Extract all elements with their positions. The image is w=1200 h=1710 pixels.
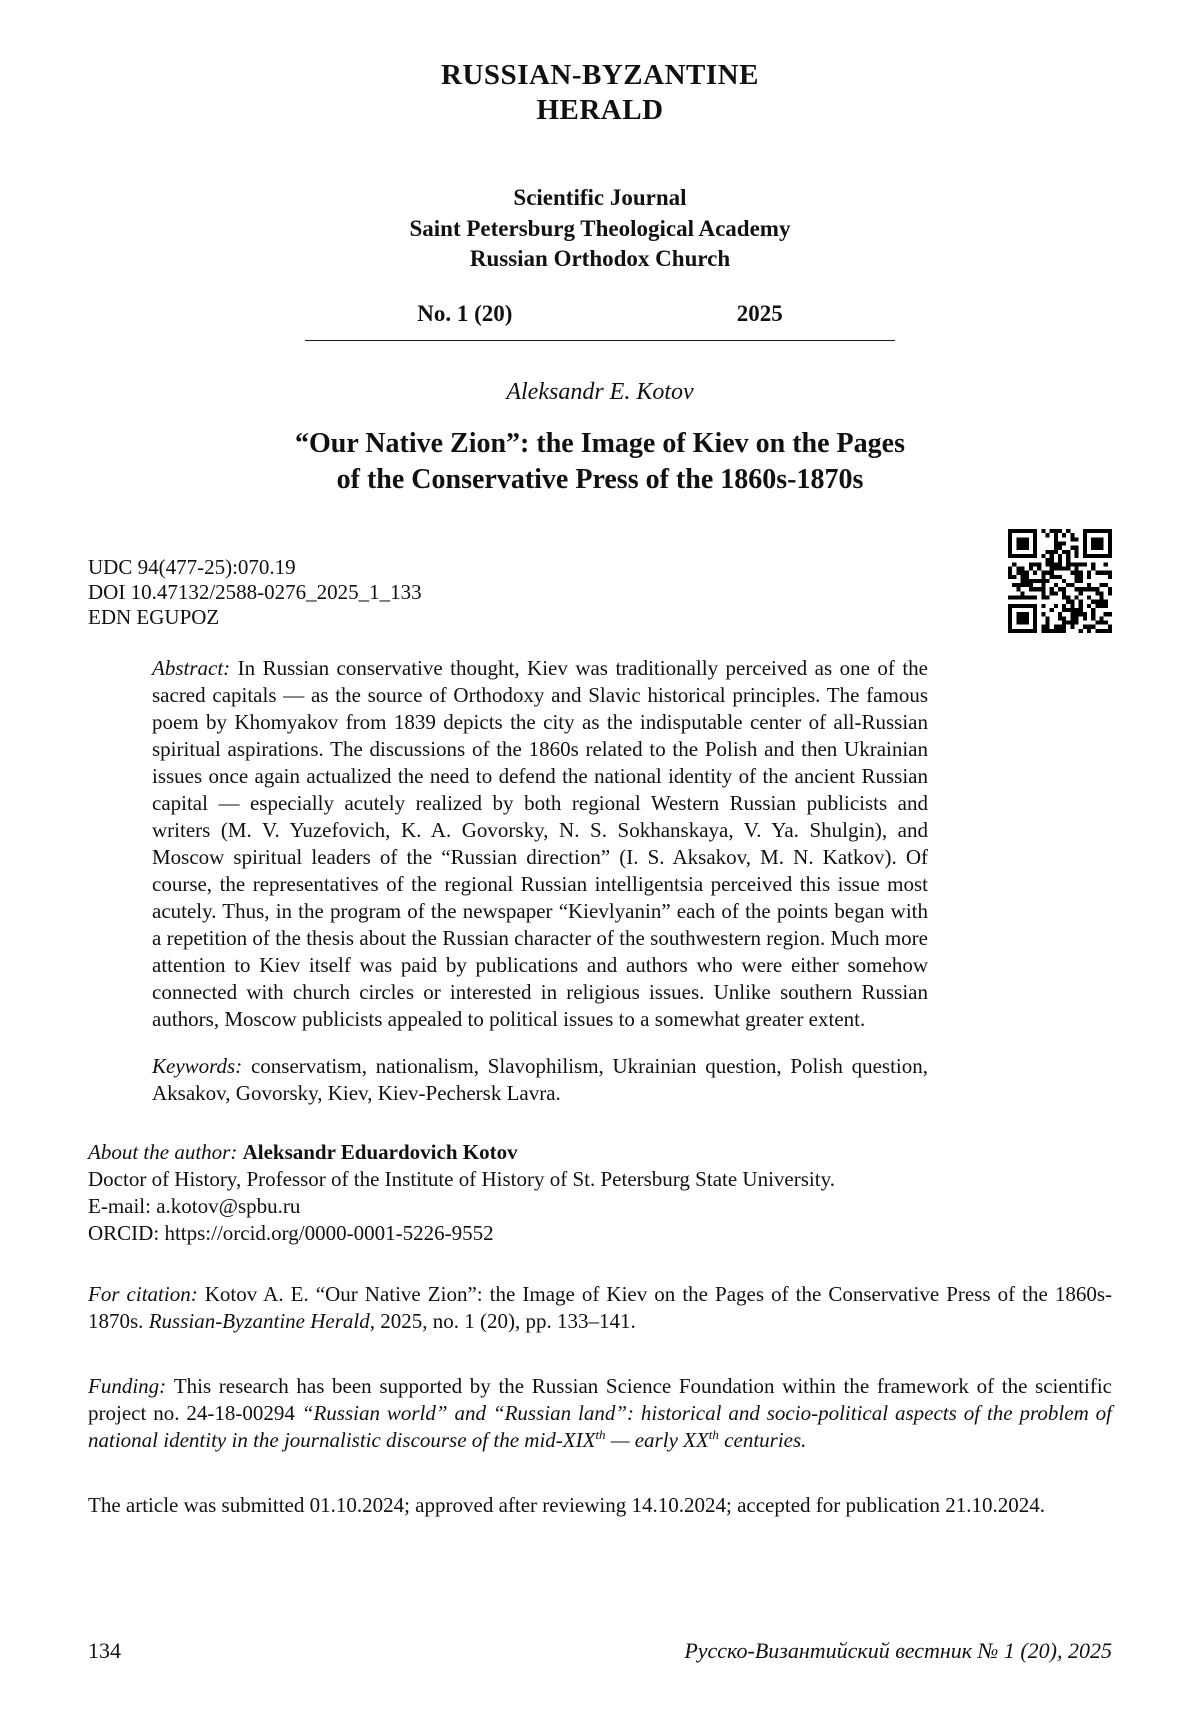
journal-title <box>88 58 1112 129</box>
citation-paragraph <box>88 1281 1112 1335</box>
issue-number: No. 1 (20) <box>417 301 513 327</box>
issue-year: 2025 <box>736 301 783 327</box>
header-divider <box>305 339 895 341</box>
orcid-line <box>88 1220 1112 1247</box>
about-author-block <box>88 1139 1112 1247</box>
about-author-position: Doctor of History, Professor of the Institute of History of St. Petersburg State University. <box>88 1167 835 1192</box>
journal-title-line: HERALD <box>536 94 664 127</box>
subtitle-line: Scientific Journal <box>513 184 687 210</box>
email-link[interactable]: a.kotov@spbu.ru <box>156 1194 301 1219</box>
about-author-line <box>88 1139 1112 1166</box>
journal-subtitle <box>88 183 1112 275</box>
edn-line: EDN EGUPOZ <box>88 605 220 630</box>
funding-paragraph <box>88 1373 1112 1454</box>
article-title-line: “Our Native Zion”: the Image of Kiev on the Pages <box>295 428 905 460</box>
about-author-label: About the author: <box>88 1140 243 1165</box>
abstract-paragraph <box>152 655 928 1033</box>
doi-line: DOI 10.47132/2588-0276_2025_1_133 <box>88 580 422 605</box>
journal-title-line: RUSSIAN-BYZANTINE <box>441 59 759 91</box>
submission-dates: The article was submitted 01.10.2024; approved after reviewing 14.10.2024; accepted for publication 21.10.2024. <box>88 1493 1045 1518</box>
journal-header <box>88 58 1112 341</box>
page-footer <box>88 1638 1112 1664</box>
citation-journal-name: Russian-Byzantine Herald <box>148 1309 370 1334</box>
citation-text-after: , 2025, no. 1 (20), pp. 133–141. <box>369 1309 636 1334</box>
abstract-text: In Russian conservative thought, Kiev was traditionally perceived as one of the sacred capitals — as the source of Orthodoxy and Slavic historical principles. The famous poem by Khomyakov from 1839 depicts the city as the indisputable center of all-Russian spiritual aspirations. The discussions of the 1860s related to the Polish and then Ukrainian issues once again actualized the need to defend the national identity of the ancient Russian capital — especially acutely realized by both regional Western Russian publicists and writers (M. V. Yuzefovich, K. A. Govorsky, N. S. Sokhanskaya, V. Ya. Shulgin), and Moscow spiritual leaders of the “Russian direction” (I. S. Aksakov, M. N. Katkov). Of course, the representatives of the regional Russian intelligentsia perceived this issue most acutely. Thus, in the program of the newspaper “Kievlyanin” each of the points began with a repetition of the thesis about the Russian character of the southwestern region. Much more attention to Kiev itself was paid by publications and authors who were either somehow connected with church circles or interested in religious issues. Unlike southern Russian authors, Moscow publicists appealed to political issues to a somewhat greater extent. <box>152 656 928 1032</box>
keywords-text: conservatism, nationalism, Slavophilism, Ukrainian question, Polish question, Aksakov, Govorsky, Kiev, Kiev-Pechersk Lavra. <box>152 1054 929 1106</box>
article-identifiers <box>88 555 422 630</box>
funding-project-title: — early XX <box>605 1428 709 1453</box>
email-label: E-mail: <box>88 1194 157 1219</box>
funding-superscript: th <box>708 1427 719 1443</box>
citation-text: Kotov A. E. “Our Native Zion”: the Image of Kiev on the Pages of the Conservative Press of the 1860s-1870s. <box>88 1282 1112 1334</box>
meta-row <box>88 529 1112 633</box>
funding-superscript: th <box>595 1427 606 1443</box>
article-title-line: of the Conservative Press of the 1860s-1870s <box>336 463 864 495</box>
orcid-link[interactable]: https://orcid.org/0000-0001-5226-9552 <box>164 1221 494 1246</box>
orcid-label: ORCID: <box>88 1221 165 1246</box>
about-author-name: Aleksandr Eduardovich Kotov <box>242 1140 518 1165</box>
abstract-label: Abstract: <box>152 656 238 681</box>
footer-journal-reference: Русско-Византийский вестник № 1 (20), 2025 <box>684 1638 1112 1663</box>
funding-text: This research has been supported by the Russian Science Foundation within the framework of the scientific project no. 24-18-00294 <box>88 1374 1113 1426</box>
footer-page-number: 134 <box>88 1638 121 1663</box>
udc-line: UDC 94(477-25):070.19 <box>88 555 296 580</box>
subtitle-line: Russian Orthodox Church <box>469 246 731 272</box>
funding-project-title: “Russian world” and “Russian land”: historical and socio-political aspects of the problem of national identity in the journalistic discourse of the mid-XIX <box>88 1401 1112 1453</box>
citation-label: For citation: <box>88 1282 205 1307</box>
subtitle-line: Saint Petersburg Theological Academy <box>409 215 791 241</box>
qr-code <box>1008 529 1112 633</box>
email-line <box>88 1193 1112 1220</box>
article-author: Aleksandr E. Kotov <box>506 379 694 406</box>
funding-label: Funding: <box>88 1374 174 1399</box>
issue-row <box>305 301 895 327</box>
article-title <box>88 426 1112 497</box>
keywords-label: Keywords: <box>152 1054 251 1079</box>
keywords-paragraph <box>152 1053 928 1107</box>
funding-project-title: centuries. <box>718 1428 807 1453</box>
